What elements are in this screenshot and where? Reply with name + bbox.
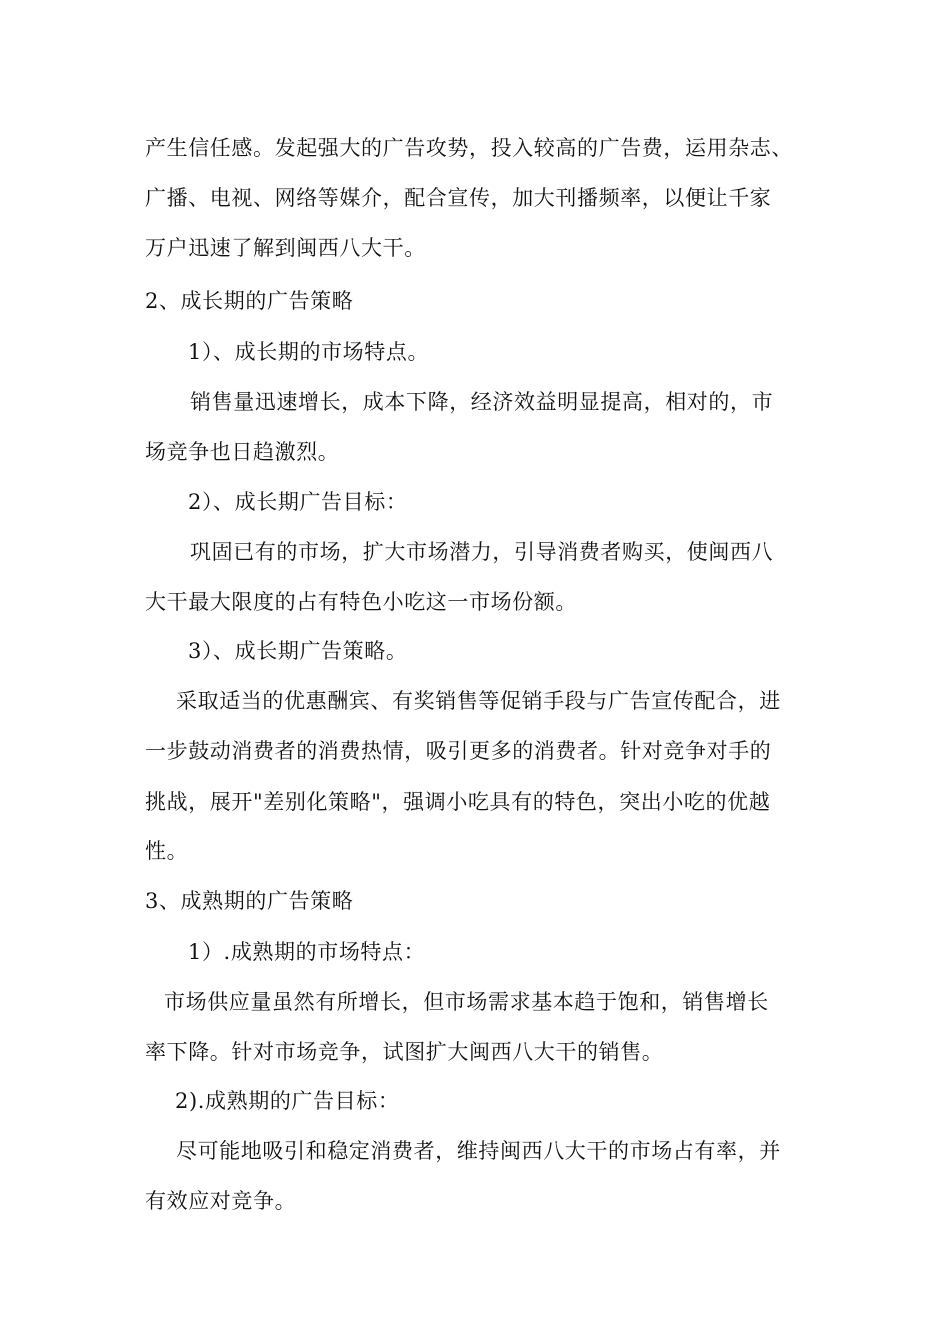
paragraph-line: 一步鼓动消费者的消费热情，吸引更多的消费者。针对竞争对手的 — [145, 739, 772, 763]
subsection-heading: 2）、成长期广告目标： — [188, 490, 408, 514]
paragraph-line: 采取适当的优惠酬宾、有奖销售等促销手段与广告宣传配合，进 — [176, 689, 781, 713]
paragraph-line: 性。 — [145, 839, 189, 863]
paragraph-line: 万户迅速了解到闽西八大干。 — [145, 236, 426, 260]
paragraph-line: 尽可能地吸引和稳定消费者，维持闽西八大干的市场占有率，并 — [176, 1139, 781, 1163]
paragraph-line: 率下降。针对市场竞争，试图扩大闽西八大干的销售。 — [145, 1040, 664, 1064]
paragraph-line: 广播、电视、网络等媒介，配合宣传，加大刊播频率，以便让千家 — [145, 186, 772, 210]
subsection-heading: 2).成熟期的广告目标： — [175, 1089, 400, 1113]
paragraph-line: 大干最大限度的占有特色小吃这一市场份额。 — [145, 590, 577, 614]
paragraph-line: 场竞争也日趋激烈。 — [145, 440, 340, 464]
paragraph-line: 销售量迅速增长，成本下降，经济效益明显提高，相对的，市 — [190, 390, 774, 414]
paragraph-line: 巩固已有的市场，扩大市场潜力，引导消费者购买，使闽西八 — [190, 540, 774, 564]
section-heading: 2、成长期的广告策略 — [145, 289, 354, 313]
paragraph-line: 挑战，展开"差别化策略"，强调小吃具有的特色，突出小吃的优越 — [145, 790, 771, 814]
paragraph-line: 市场供应量虽然有所增长，但市场需求基本趋于饱和，销售增长 — [164, 990, 769, 1014]
subsection-heading: 1）.成熟期的市场特点： — [188, 940, 426, 964]
subsection-heading: 3）、成长期广告策略。 — [188, 639, 408, 663]
paragraph-line: 产生信任感。发起强大的广告攻势，投入较高的广告费，运用杂志、 — [145, 136, 793, 160]
paragraph-line: 有效应对竞争。 — [145, 1189, 297, 1213]
subsection-heading: 1）、成长期的市场特点。 — [188, 340, 430, 364]
section-heading: 3、成熟期的广告策略 — [145, 889, 354, 913]
